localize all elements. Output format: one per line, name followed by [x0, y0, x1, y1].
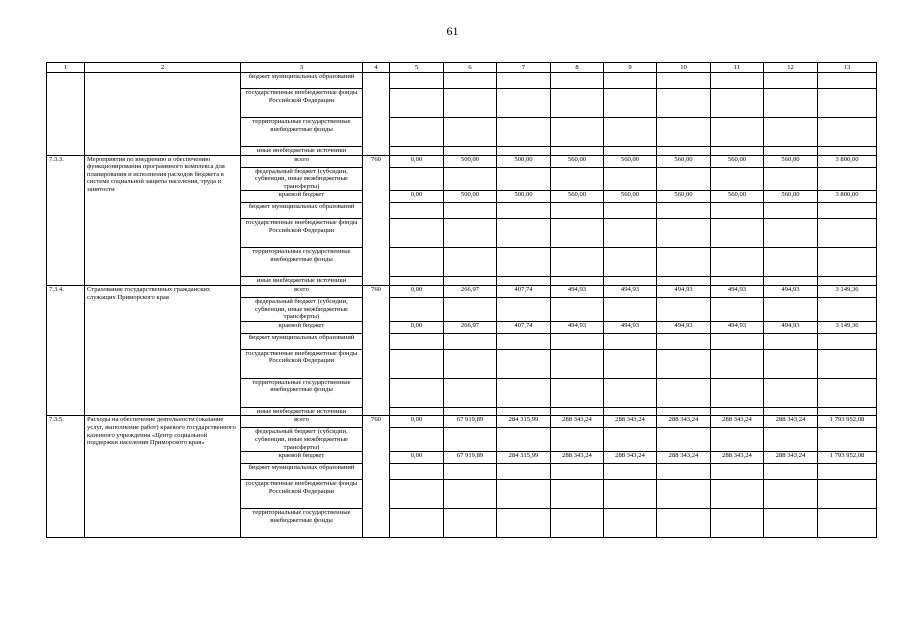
value-cell	[497, 349, 551, 378]
value-cell	[604, 89, 657, 118]
value-cell	[657, 118, 711, 147]
value-cell	[497, 464, 551, 480]
value-cell	[818, 219, 877, 248]
value-cell	[711, 407, 764, 416]
value-cell	[497, 73, 551, 89]
value-cell	[497, 167, 551, 191]
value-cell: 500,00	[497, 155, 551, 167]
value-cell	[390, 349, 444, 378]
value-cell	[551, 73, 604, 89]
value-cell: 494,93	[764, 321, 818, 333]
value-cell	[711, 147, 764, 156]
value-cell: 494,93	[551, 285, 604, 297]
value-cell	[818, 297, 877, 321]
value-cell: 284 315,99	[497, 416, 551, 428]
value-cell	[390, 147, 444, 156]
value-cell	[657, 349, 711, 378]
value-cell	[604, 349, 657, 378]
funding-source: краевой бюджет	[241, 321, 363, 333]
value-cell: 500,00	[497, 191, 551, 203]
value-cell	[711, 118, 764, 147]
value-cell: 500,00	[444, 191, 497, 203]
value-cell	[444, 297, 497, 321]
value-cell	[551, 219, 604, 248]
value-cell	[764, 378, 818, 407]
table-body	[47, 73, 877, 538]
measure-code: 7.3.4.	[47, 285, 85, 415]
value-cell	[390, 248, 444, 277]
value-cell	[818, 407, 877, 416]
group-cell	[363, 73, 390, 156]
value-cell	[818, 509, 877, 538]
value-cell: 0,00	[390, 191, 444, 203]
funding-source: краевой бюджет	[241, 191, 363, 203]
value-cell: 1 793 952,08	[818, 452, 877, 464]
value-cell: 560,00	[604, 155, 657, 167]
value-cell	[818, 378, 877, 407]
column-header: 12	[764, 63, 818, 73]
value-cell	[551, 89, 604, 118]
value-cell	[604, 378, 657, 407]
value-cell	[551, 407, 604, 416]
value-cell	[764, 277, 818, 286]
value-cell	[764, 89, 818, 118]
value-cell: 560,00	[604, 191, 657, 203]
group-code: 760	[363, 416, 390, 538]
value-cell: 560,00	[551, 155, 604, 167]
value-cell: 288 343,24	[604, 416, 657, 428]
value-cell	[818, 203, 877, 219]
value-cell	[657, 464, 711, 480]
value-cell	[764, 73, 818, 89]
value-cell	[444, 480, 497, 509]
value-cell	[390, 118, 444, 147]
column-header-row	[47, 63, 877, 73]
value-cell	[711, 509, 764, 538]
value-cell: 1 793 952,08	[818, 416, 877, 428]
value-cell	[764, 464, 818, 480]
value-cell	[818, 73, 877, 89]
value-cell	[764, 147, 818, 156]
value-cell	[551, 428, 604, 452]
value-cell	[818, 464, 877, 480]
value-cell	[764, 407, 818, 416]
value-cell: 560,00	[764, 191, 818, 203]
value-cell: 560,00	[657, 155, 711, 167]
value-cell: 288 343,24	[711, 416, 764, 428]
value-cell: 288 343,24	[551, 452, 604, 464]
value-cell: 3 149,36	[818, 285, 877, 297]
row-code-cell	[47, 73, 85, 156]
value-cell	[711, 428, 764, 452]
measure-code: 7.3.3.	[47, 155, 85, 285]
value-cell: 0,00	[390, 285, 444, 297]
value-cell	[551, 203, 604, 219]
funding-source: бюджет муниципальных образований	[241, 73, 363, 89]
column-header: 1	[47, 63, 85, 73]
value-cell	[604, 167, 657, 191]
value-cell	[444, 248, 497, 277]
value-cell: 500,00	[444, 155, 497, 167]
value-cell	[551, 248, 604, 277]
value-cell	[551, 333, 604, 349]
value-cell	[497, 118, 551, 147]
funding-source: всего	[241, 285, 363, 297]
value-cell	[657, 89, 711, 118]
value-cell	[711, 89, 764, 118]
value-cell	[764, 118, 818, 147]
value-cell	[551, 509, 604, 538]
value-cell	[604, 509, 657, 538]
value-cell	[711, 219, 764, 248]
value-cell	[818, 248, 877, 277]
column-header: 4	[363, 63, 390, 73]
value-cell	[551, 480, 604, 509]
value-cell: 3 800,00	[818, 191, 877, 203]
value-cell	[604, 248, 657, 277]
value-cell	[444, 509, 497, 538]
value-cell	[711, 248, 764, 277]
value-cell	[497, 378, 551, 407]
value-cell	[818, 277, 877, 286]
value-cell	[497, 297, 551, 321]
value-cell: 560,00	[551, 191, 604, 203]
value-cell	[497, 89, 551, 118]
column-header: 5	[390, 63, 444, 73]
value-cell	[604, 297, 657, 321]
value-cell: 407,74	[497, 321, 551, 333]
column-header: 9	[604, 63, 657, 73]
value-cell	[551, 297, 604, 321]
column-header: 6	[444, 63, 497, 73]
value-cell	[657, 73, 711, 89]
value-cell	[390, 167, 444, 191]
value-cell	[444, 349, 497, 378]
table-row	[47, 155, 877, 167]
value-cell	[657, 167, 711, 191]
value-cell	[764, 203, 818, 219]
value-cell	[551, 464, 604, 480]
value-cell: 0,00	[390, 321, 444, 333]
value-cell: 494,93	[711, 321, 764, 333]
value-cell: 3 149,36	[818, 321, 877, 333]
value-cell	[818, 147, 877, 156]
measure-name: Расходы на обеспечение деятельности (оказание услуг, выполнение работ) краевого государственного казенного учреждения «Центр социальной поддержки населения Приморского края»	[85, 416, 241, 538]
funding-source: государственные внебюджетные фонды Российской Федерации	[241, 349, 363, 378]
value-cell	[444, 333, 497, 349]
value-cell	[657, 407, 711, 416]
value-cell	[497, 219, 551, 248]
value-cell	[390, 219, 444, 248]
value-cell: 494,93	[604, 285, 657, 297]
funding-source: территориальные государственные внебюджетные фонды	[241, 509, 363, 538]
value-cell: 560,00	[657, 191, 711, 203]
value-cell	[444, 428, 497, 452]
value-cell	[764, 349, 818, 378]
value-cell	[444, 407, 497, 416]
value-cell	[551, 378, 604, 407]
value-cell	[657, 428, 711, 452]
value-cell	[551, 349, 604, 378]
page-number: 61	[446, 24, 459, 38]
value-cell: 288 343,24	[551, 416, 604, 428]
value-cell	[444, 378, 497, 407]
value-cell	[604, 219, 657, 248]
value-cell	[497, 509, 551, 538]
funding-source: государственные внебюджетные фонды Российской Федерации	[241, 219, 363, 248]
value-cell	[444, 277, 497, 286]
value-cell	[390, 203, 444, 219]
measure-code: 7.3.5.	[47, 416, 85, 538]
value-cell: 288 343,24	[764, 452, 818, 464]
value-cell	[711, 480, 764, 509]
value-cell	[604, 118, 657, 147]
value-cell	[390, 277, 444, 286]
value-cell	[444, 219, 497, 248]
value-cell	[818, 118, 877, 147]
value-cell	[444, 464, 497, 480]
value-cell	[711, 73, 764, 89]
value-cell	[764, 428, 818, 452]
value-cell	[711, 349, 764, 378]
value-cell	[657, 509, 711, 538]
value-cell: 0,00	[390, 452, 444, 464]
value-cell	[497, 407, 551, 416]
funding-source: федеральный бюджет (субсидии, субвенции, иные межбюджетные трансферты)	[241, 167, 363, 191]
value-cell	[657, 219, 711, 248]
value-cell	[711, 167, 764, 191]
value-cell	[390, 464, 444, 480]
value-cell	[657, 277, 711, 286]
value-cell	[604, 203, 657, 219]
value-cell	[764, 248, 818, 277]
value-cell	[497, 480, 551, 509]
value-cell	[711, 378, 764, 407]
funding-source: бюджет муниципальных образований	[241, 333, 363, 349]
value-cell	[818, 428, 877, 452]
value-cell	[444, 203, 497, 219]
value-cell: 407,74	[497, 285, 551, 297]
value-cell: 284 315,99	[497, 452, 551, 464]
funding-source: иные внебюджетные источники	[241, 407, 363, 416]
funding-source: государственные внебюджетные фонды Российской Федерации	[241, 89, 363, 118]
value-cell	[657, 248, 711, 277]
value-cell	[657, 333, 711, 349]
value-cell	[444, 118, 497, 147]
value-cell: 67 919,89	[444, 452, 497, 464]
value-cell	[764, 509, 818, 538]
value-cell	[818, 167, 877, 191]
group-code: 760	[363, 155, 390, 285]
funding-source: иные внебюджетные источники	[241, 277, 363, 286]
value-cell	[604, 428, 657, 452]
value-cell: 0,00	[390, 416, 444, 428]
table-row	[47, 73, 877, 89]
value-cell	[818, 333, 877, 349]
value-cell	[764, 480, 818, 509]
value-cell: 494,93	[711, 285, 764, 297]
value-cell	[390, 480, 444, 509]
value-cell	[657, 203, 711, 219]
value-cell: 288 343,24	[657, 452, 711, 464]
column-header: 7	[497, 63, 551, 73]
funding-source: бюджет муниципальных образований	[241, 203, 363, 219]
value-cell: 494,93	[764, 285, 818, 297]
row-name-cell	[85, 73, 241, 156]
value-cell	[497, 248, 551, 277]
value-cell	[818, 349, 877, 378]
value-cell: 288 343,24	[657, 416, 711, 428]
funding-source: иные внебюджетные источники	[241, 147, 363, 156]
value-cell	[818, 480, 877, 509]
value-cell: 494,93	[604, 321, 657, 333]
value-cell	[551, 147, 604, 156]
value-cell	[604, 73, 657, 89]
column-header: 10	[657, 63, 711, 73]
value-cell	[497, 277, 551, 286]
funding-source: бюджет муниципальных образований	[241, 464, 363, 480]
value-cell	[604, 480, 657, 509]
value-cell	[497, 333, 551, 349]
value-cell: 67 919,89	[444, 416, 497, 428]
value-cell: 560,00	[711, 191, 764, 203]
value-cell	[657, 147, 711, 156]
value-cell	[604, 147, 657, 156]
value-cell	[444, 167, 497, 191]
value-cell: 560,00	[711, 155, 764, 167]
budget-table	[46, 62, 877, 538]
value-cell: 0,00	[390, 155, 444, 167]
value-cell	[390, 428, 444, 452]
measure-name: Мероприятия по внедрению и обеспечению функционирования программного комплекса для планирования и исполнения расходов бюджета в системе социальной защиты населения, труда и занятости	[85, 155, 241, 285]
value-cell	[497, 203, 551, 219]
value-cell	[551, 118, 604, 147]
value-cell	[711, 333, 764, 349]
column-header: 2	[85, 63, 241, 73]
value-cell	[711, 203, 764, 219]
column-header: 11	[711, 63, 764, 73]
value-cell	[711, 464, 764, 480]
value-cell	[711, 297, 764, 321]
value-cell: 266,97	[444, 321, 497, 333]
value-cell	[604, 407, 657, 416]
value-cell	[764, 297, 818, 321]
value-cell: 288 343,24	[604, 452, 657, 464]
value-cell	[497, 147, 551, 156]
value-cell: 266,97	[444, 285, 497, 297]
value-cell	[390, 509, 444, 538]
column-header: 3	[241, 63, 363, 73]
value-cell	[444, 73, 497, 89]
value-cell	[764, 167, 818, 191]
value-cell	[818, 89, 877, 118]
funding-source: территориальные государственные внебюджетные фонды	[241, 248, 363, 277]
table-row	[47, 285, 877, 297]
funding-source: всего	[241, 155, 363, 167]
funding-source: всего	[241, 416, 363, 428]
table-row	[47, 416, 877, 428]
measure-name: Страхование государственных гражданских служащих Приморского края	[85, 285, 241, 415]
funding-source: территориальные государственные внебюджетные фонды	[241, 118, 363, 147]
value-cell	[497, 428, 551, 452]
value-cell	[604, 277, 657, 286]
value-cell	[657, 378, 711, 407]
value-cell	[657, 297, 711, 321]
value-cell	[444, 89, 497, 118]
value-cell: 3 800,00	[818, 155, 877, 167]
value-cell	[764, 219, 818, 248]
funding-source: федеральный бюджет (субсидии, субвенции, иные межбюджетные трансферты)	[241, 428, 363, 452]
value-cell	[604, 333, 657, 349]
value-cell	[390, 378, 444, 407]
value-cell: 288 343,24	[711, 452, 764, 464]
value-cell: 560,00	[764, 155, 818, 167]
value-cell	[390, 333, 444, 349]
value-cell	[390, 73, 444, 89]
value-cell	[390, 297, 444, 321]
value-cell	[551, 167, 604, 191]
value-cell: 494,93	[657, 321, 711, 333]
value-cell	[390, 89, 444, 118]
value-cell	[390, 407, 444, 416]
value-cell	[657, 480, 711, 509]
value-cell: 494,93	[551, 321, 604, 333]
value-cell: 494,93	[657, 285, 711, 297]
value-cell	[764, 333, 818, 349]
value-cell: 288 343,24	[764, 416, 818, 428]
value-cell	[444, 147, 497, 156]
value-cell	[551, 277, 604, 286]
column-header: 8	[551, 63, 604, 73]
value-cell	[604, 464, 657, 480]
group-code: 760	[363, 285, 390, 415]
funding-source: федеральный бюджет (субсидии, субвенции, иные межбюджетные трансферты)	[241, 297, 363, 321]
value-cell	[711, 277, 764, 286]
funding-source: государственные внебюджетные фонды Российской Федерации	[241, 480, 363, 509]
column-header: 13	[818, 63, 877, 73]
funding-source: краевой бюджет	[241, 452, 363, 464]
funding-source: территориальные государственные внебюджетные фонды	[241, 378, 363, 407]
